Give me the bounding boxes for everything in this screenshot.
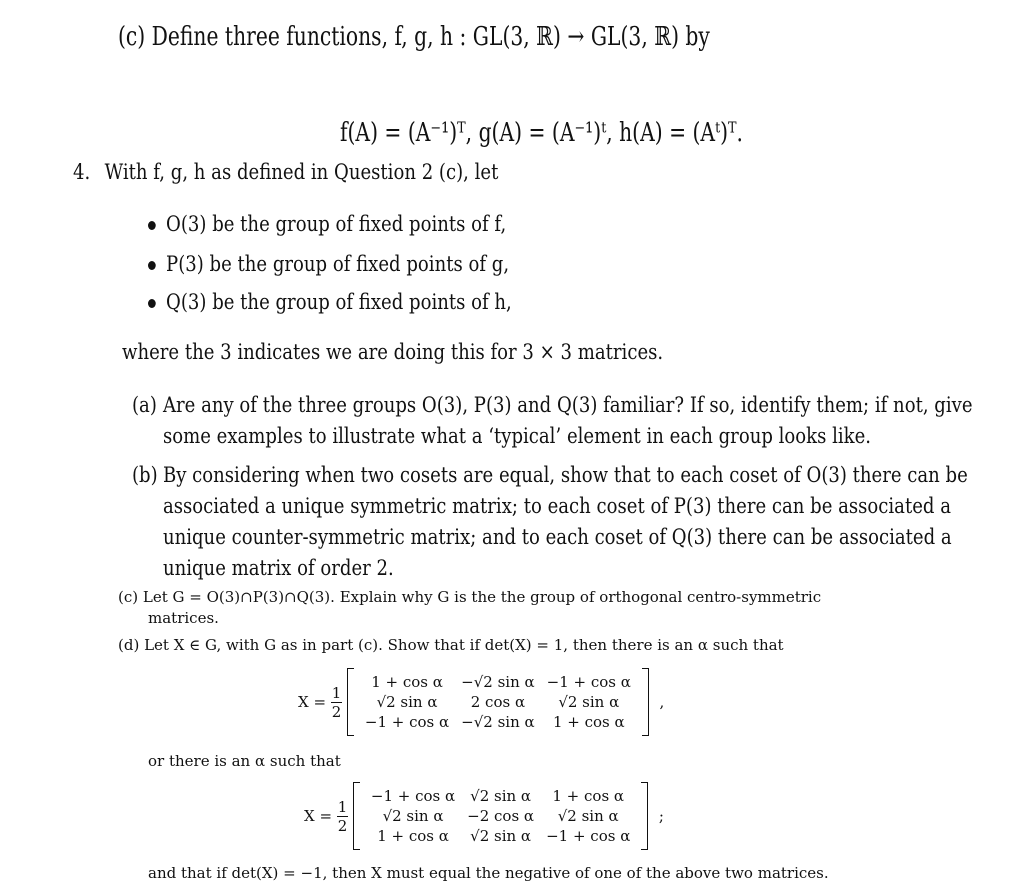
- question-intro-row: [73, 160, 498, 184]
- matrix-2-fraction: $\frac{1}{2}$: [337, 797, 348, 835]
- list-item: P(3) be the group of fixed points of g,: [148, 252, 509, 276]
- list-item: O(3) be the group of fixed points of f,: [148, 212, 506, 236]
- matrix-1-fraction: $\frac{1}{2}$: [331, 683, 342, 721]
- where-sentence: where the 3 indicates we are doing this for 3 × 3 matrices.: [122, 340, 664, 364]
- part-d-between: or there is an α such that: [148, 752, 341, 770]
- right-bracket: [641, 782, 648, 850]
- question-number: 4.: [73, 160, 91, 184]
- part-d-line-1: (d) Let X ∈ G, with G as in part (c). Show that if det(X) = 1, then there is an α such that: [118, 636, 784, 654]
- part-d-closing: and that if det(X) = −1, then X must equal the negative of one of the above two matrices.: [148, 864, 829, 882]
- matrix-1-entries: 1 + cos α −√2 sin α −1 + cos α √2 sin α 2 cos α √2 sin α −1 + cos α −√2 sin α 1 + cos α: [364, 673, 631, 731]
- part-b-line: By considering when two cosets are equal, show that to each coset of O(3) there can be: [162, 463, 968, 487]
- bullet-icon: [148, 221, 156, 230]
- header-line-1: (c) Define three functions, f, g, h : GL(3, ℝ) → GL(3, ℝ) by: [118, 22, 710, 52]
- bullet-icon: [148, 261, 156, 270]
- matrix-2-entries: −1 + cos α √2 sin α 1 + cos α √2 sin α −2 cos α √2 sin α 1 + cos α √2 sin α −1 + cos α: [370, 787, 631, 845]
- part-b-line: unique matrix of order 2.: [162, 556, 394, 580]
- bullet-icon: [148, 299, 156, 308]
- part-b-line: associated a unique symmetric matrix; to each coset of P(3) there can be associated a: [162, 494, 951, 518]
- part-b-line: unique counter-symmetric matrix; and to each coset of Q(3) there can be associated a: [162, 525, 952, 549]
- header-line-2: f(A) = (A⁻¹)ᵀ, g(A) = (A⁻¹)ᵗ, h(A) = (Aᵗ)ᵀ.: [340, 118, 743, 148]
- matrix-2-trail: ;: [658, 807, 664, 825]
- matrix-1: [298, 668, 664, 736]
- part-a: [132, 390, 973, 454]
- left-bracket: [347, 668, 354, 736]
- part-c-line-1: (c) Let G = O(3)∩P(3)∩Q(3). Explain why G is the the group of orthogonal centro-symmetric: [118, 588, 822, 606]
- matrix-2: [304, 782, 664, 850]
- matrix-1-lhs: X =: [298, 693, 327, 711]
- part-a-line: Are any of the three groups O(3), P(3) and Q(3) familiar? If so, identify them; if not, give: [162, 393, 973, 417]
- question-intro: With f, g, h as defined in Question 2 (c), let: [104, 160, 499, 184]
- part-a-label: (a): [132, 393, 157, 417]
- left-bracket: [353, 782, 360, 850]
- right-bracket: [642, 668, 649, 736]
- part-c-line-2: matrices.: [148, 609, 219, 627]
- matrix-1-trail: ,: [659, 693, 665, 711]
- part-b-label: (b): [132, 463, 158, 487]
- list-item: Q(3) be the group of fixed points of h,: [148, 290, 512, 314]
- part-a-line: some examples to illustrate what a ‘typical’ element in each group looks like.: [162, 424, 872, 448]
- part-b: [132, 460, 968, 584]
- matrix-2-lhs: X =: [304, 807, 333, 825]
